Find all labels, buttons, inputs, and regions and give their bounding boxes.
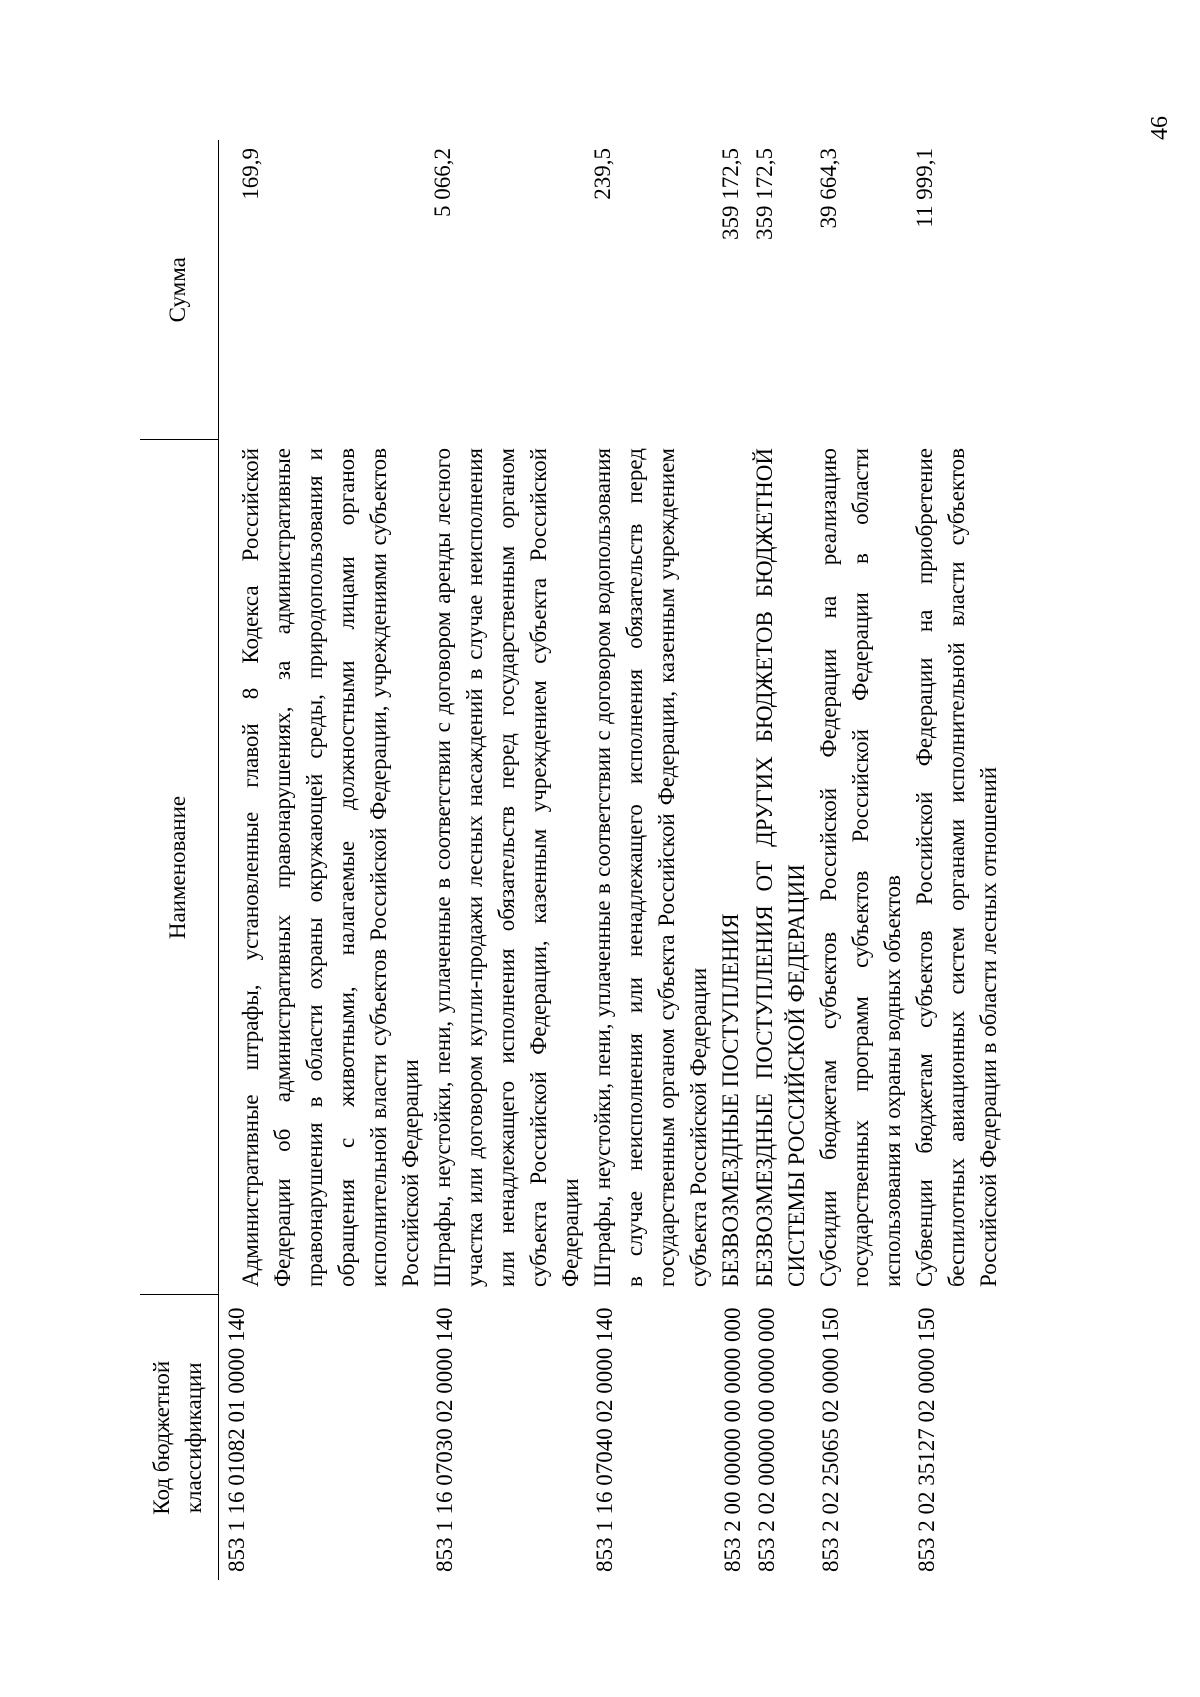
row-sum: 5 066,2 [430,148,455,217]
header-name: Наименование [140,440,219,1295]
table-row [587,140,715,1580]
table-row [749,140,813,1580]
row-code: 853 1 16 07030 02 0000 140 [432,1307,457,1572]
row-name: БЕЗВОЗМЕЗДНЫЕ ПОСТУПЛЕНИЯ ОТ ДРУГИХ БЮДЖЕТОВ БЮДЖЕТНОЙ СИСТЕМЫ РОССИЙСКОЙ ФЕДЕРАЦИИ [752,448,809,1287]
row-code: 853 2 00 00000 00 0000 000 [720,1307,745,1572]
table-row [715,140,749,1580]
table-row [427,140,587,1580]
row-name: Административные штрафы, установленные главой 8 Кодекса Российской Федерации об административных правонарушениях, за административные правонарушения в области охраны окружающей среды, природопользования и обращения с животными, налагаемые должностными лицами органов исполнительной власти субъектов Российской Федерации, учреждениями субъектов Российской Федерации [238,448,423,1287]
row-name: Штрафы, неустойки, пени, уплаченные в соответствии с договором аренды лесного участка или договором купли-продажи лесных насаждений в случае неисполнения или ненадлежащего исполнения обязательств перед государственным органом субъекта Российской Федерации, казенным учреждением субъекта Российской Федерации [430,448,583,1287]
table-header-row [140,140,219,1580]
row-sum: 359 172,5 [718,148,743,240]
rotated-page-content [140,140,1040,1580]
row-sum: 39 664,3 [816,148,841,229]
budget-table [140,140,1005,1580]
row-name: Субсидии бюджетам субъектов Российской Федерации на реализацию государственных программ субъектов Российской Федерации в области использования и охраны водных объектов [816,448,905,1287]
header-code: Код бюджетной классификации [140,1295,219,1580]
row-sum: 11 999,1 [912,148,937,228]
page-number: 46 [1147,116,1173,140]
row-code: 853 2 02 35127 02 0000 150 [914,1307,939,1572]
row-sum: 359 172,5 [752,148,777,240]
row-name: Субвенции бюджетам субъектов Российской Федерации на приобретение беспилотных авиационных систем органами исполнительной власти субъектов Российской Федерации в области лесных отношений [912,448,1001,1287]
row-sum: 169,9 [238,148,263,200]
table-row [813,140,909,1580]
row-code: 853 1 16 01082 01 0000 140 [224,1307,249,1572]
row-code: 853 2 02 25065 02 0000 150 [818,1307,843,1572]
row-code: 853 2 02 00000 00 0000 000 [754,1307,779,1572]
row-name: Штрафы, неустойки, пени, уплаченные в соответствии с договором водопользования в случае неисполнения или ненадлежащего исполнения обязательств перед государственным органом субъекта Российской Федерации, казенным учреждением субъекта Российской Федерации [590,448,711,1287]
row-name: БЕЗВОЗМЕЗДНЫЕ ПОСТУПЛЕНИЯ [718,913,743,1287]
row-code: 853 1 16 07040 02 0000 140 [592,1307,617,1572]
row-sum: 239,5 [590,148,615,200]
table-row [909,140,1005,1580]
header-sum: Сумма [140,140,219,440]
table-row [219,140,428,1580]
